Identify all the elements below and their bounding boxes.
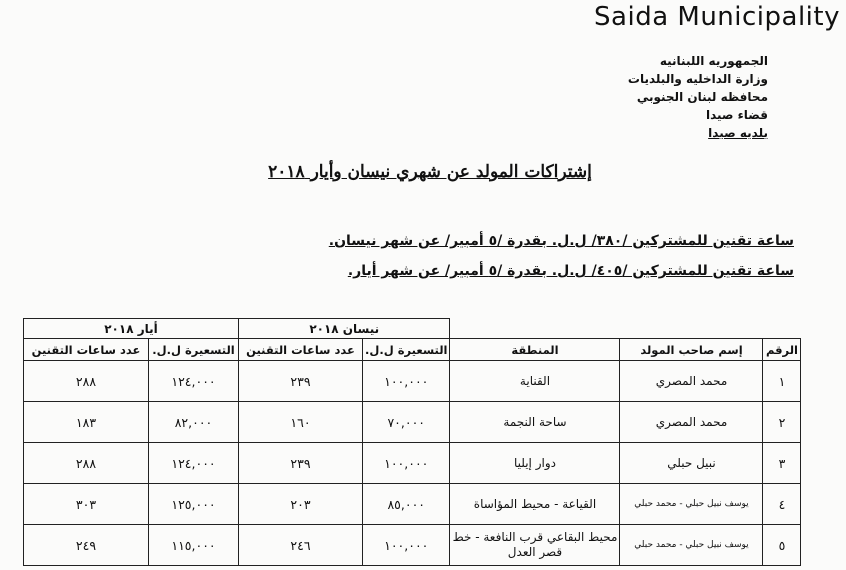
header-may-hours: عدد ساعات التقنين: [24, 339, 149, 361]
cell-num: ٤: [763, 484, 801, 525]
document-title: إشتراكات المولد عن شهري نيسان وأيار ٢٠١٨: [268, 162, 592, 182]
table-row: [24, 402, 801, 443]
cell-owner: يوسف نبيل حبلي - محمد حبلي: [620, 525, 763, 566]
cell-may-hours: ١٨٣: [24, 402, 149, 443]
cell-may-tariff: ٨٢,٠٠٠: [149, 402, 239, 443]
cell-owner: محمد المصري: [620, 402, 763, 443]
cell-area: ساحة النجمة: [450, 402, 620, 443]
header-num: الرقم: [763, 339, 801, 361]
subscriptions-table: [23, 318, 801, 566]
gov-line-municipality: بلديه صيدا: [708, 126, 768, 140]
cell-num: ٥: [763, 525, 801, 566]
cell-april-tariff: ٨٥,٠٠٠: [363, 484, 450, 525]
table-row: [24, 525, 801, 566]
group-spacer: [450, 319, 801, 339]
gov-line-republic: الجمهوريه اللبنانيه: [659, 54, 768, 68]
cell-april-hours: ١٦٠: [239, 402, 363, 443]
gov-line-ministry: وزارة الداخليه والبلديات: [627, 72, 768, 86]
table-row: [24, 484, 801, 525]
cell-april-tariff: ١٠٠,٠٠٠: [363, 443, 450, 484]
cell-owner: محمد المصري: [620, 361, 763, 402]
brand-title: Saida Municipality: [594, 2, 840, 32]
cell-april-tariff: ١٠٠,٠٠٠: [363, 525, 450, 566]
cell-april-tariff: ٧٠,٠٠٠: [363, 402, 450, 443]
group-may: أيار ٢٠١٨: [24, 319, 239, 339]
cell-may-tariff: ١٢٤,٠٠٠: [149, 443, 239, 484]
group-april: نيسان ٢٠١٨: [239, 319, 450, 339]
cell-owner: يوسف نبيل حبلي - محمد حبلي: [620, 484, 763, 525]
cell-num: ١: [763, 361, 801, 402]
cell-area: محيط البقاعي قرب النافعة - خط قصر العدل: [450, 525, 620, 566]
cell-may-tariff: ١٢٥,٠٠٠: [149, 484, 239, 525]
cell-area: القناية: [450, 361, 620, 402]
table-row: [24, 443, 801, 484]
header-area: المنطقة: [450, 339, 620, 361]
rate-line-april: ساعة تقنين للمشتركين /٣٨٠/ ل.ل. بقدرة /٥ أمبير/ عن شهر نيسان.: [328, 233, 794, 249]
header-owner: إسم صاحب المولد: [620, 339, 763, 361]
cell-num: ٢: [763, 402, 801, 443]
cell-april-hours: ٢٣٩: [239, 443, 363, 484]
header-april-hours: عدد ساعات التقنين: [239, 339, 363, 361]
cell-april-tariff: ١٠٠,٠٠٠: [363, 361, 450, 402]
cell-april-hours: ٢٣٩: [239, 361, 363, 402]
cell-april-hours: ٢٠٣: [239, 484, 363, 525]
government-header: [508, 52, 768, 142]
rate-line-may: ساعة تقنين للمشتركين /٤٠٥/ ل.ل. بقدرة /٥ أمبير/ عن شهر أيار.: [347, 263, 794, 279]
cell-may-hours: ٢٨٨: [24, 361, 149, 402]
gov-line-governorate: محافظه لبنان الجنوبي: [636, 90, 768, 104]
cell-april-hours: ٢٤٦: [239, 525, 363, 566]
header-april-tariff: التسعيرة ل.ل.: [363, 339, 450, 361]
cell-owner: نبيل حبلي: [620, 443, 763, 484]
gov-line-district: قضاء صيدا: [705, 108, 768, 122]
cell-may-tariff: ١١٥,٠٠٠: [149, 525, 239, 566]
cell-may-hours: ٣٠٣: [24, 484, 149, 525]
cell-area: القياعة - محيط المؤاساة: [450, 484, 620, 525]
header-may-tariff: التسعيرة ل.ل.: [149, 339, 239, 361]
cell-area: دوار إيليا: [450, 443, 620, 484]
cell-may-hours: ٢٤٩: [24, 525, 149, 566]
cell-may-hours: ٢٨٨: [24, 443, 149, 484]
header-row: [24, 339, 801, 361]
cell-may-tariff: ١٢٤,٠٠٠: [149, 361, 239, 402]
cell-num: ٣: [763, 443, 801, 484]
table-row: [24, 361, 801, 402]
